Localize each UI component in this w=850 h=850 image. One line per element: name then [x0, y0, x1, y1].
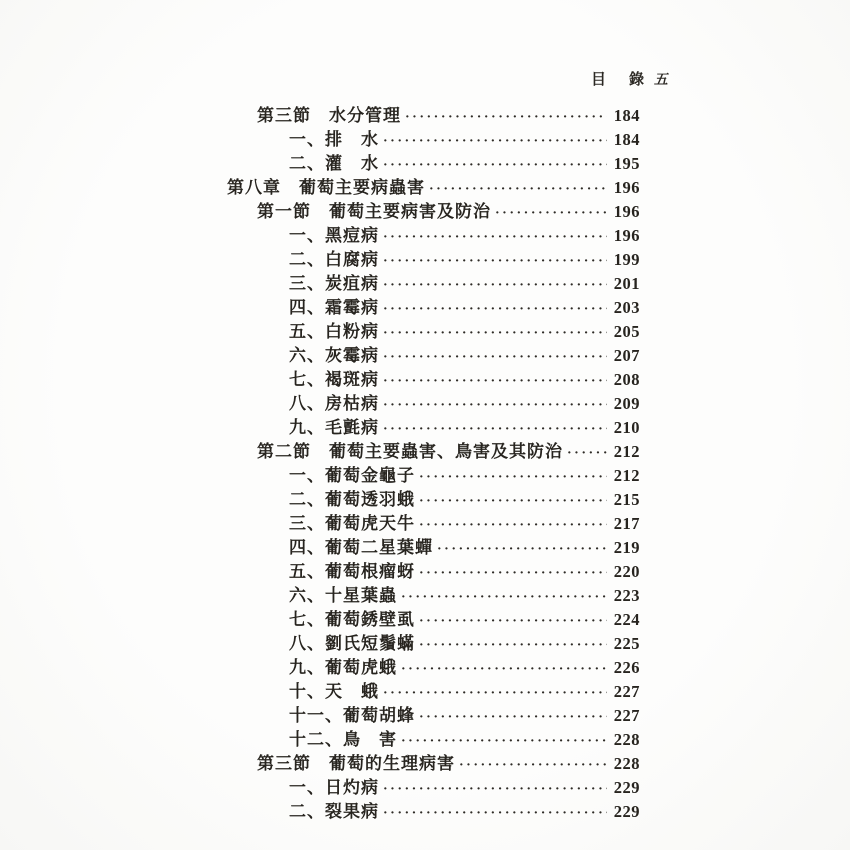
toc-entry-page: 201 — [613, 274, 640, 293]
toc-entry-page: 199 — [613, 250, 640, 269]
toc-entry-page: 208 — [613, 370, 640, 389]
toc-entry-label: 八、劉氏短鬚蟎 — [289, 634, 415, 653]
toc-leader-dots — [383, 272, 607, 298]
toc-entry-label: 六、十星葉蟲 — [289, 586, 397, 605]
toc-entry-page: 209 — [613, 394, 640, 413]
toc-entry-label: 第二節 葡萄主要蟲害、鳥害及其防治 — [257, 442, 563, 461]
header-folio: 五 — [653, 73, 671, 88]
toc-entry-page: 196 — [613, 202, 640, 221]
toc-entry-item — [227, 392, 640, 416]
toc-entry-page: 217 — [613, 514, 640, 533]
toc-entry-page: 219 — [613, 538, 640, 557]
toc-entry-item — [227, 704, 640, 728]
toc-leader-dots — [401, 728, 607, 754]
toc-entry-page: 210 — [613, 418, 640, 437]
toc-leader-dots — [419, 704, 607, 730]
toc-leader-dots — [419, 608, 607, 634]
toc-entry-label: 九、葡萄虎蛾 — [289, 658, 397, 677]
toc-leader-dots — [429, 176, 607, 202]
toc-leader-dots — [383, 776, 607, 802]
toc-entry-page: 184 — [613, 130, 640, 149]
toc-entry-label: 一、葡萄金龜子 — [289, 466, 415, 485]
toc-entry-page: 184 — [613, 106, 640, 125]
toc-entry-item — [227, 248, 640, 272]
toc-entry-page: 196 — [613, 178, 640, 197]
toc-entry-page: 203 — [613, 298, 640, 317]
toc-entry-item — [227, 272, 640, 296]
toc-entry-page: 226 — [613, 658, 640, 677]
toc-entry-label: 七、葡萄銹壁虱 — [289, 610, 415, 629]
toc-leader-dots — [419, 560, 607, 586]
toc-entry-label: 八、房枯病 — [289, 394, 379, 413]
toc-entry-item — [227, 584, 640, 608]
toc-entry-item — [227, 464, 640, 488]
toc-entry-label: 三、炭疽病 — [289, 274, 379, 293]
toc-entry-page: 212 — [613, 442, 640, 461]
toc-entry-label: 三、葡萄虎天牛 — [289, 514, 415, 533]
toc-entry-item — [227, 224, 640, 248]
toc-leader-dots — [419, 464, 607, 490]
toc-leader-dots — [383, 800, 607, 826]
toc-entry-label: 四、葡萄二星葉蟬 — [289, 538, 433, 557]
toc-leader-dots — [437, 536, 607, 562]
toc-entry-page: 227 — [613, 682, 640, 701]
toc-entry-label: 五、葡萄根瘤蚜 — [289, 562, 415, 581]
toc-entry-item — [227, 368, 640, 392]
toc-entry-label: 十、天 蛾 — [289, 682, 379, 701]
toc-entry-item — [227, 152, 640, 176]
toc-entry-page: 228 — [613, 730, 640, 749]
toc-leader-dots — [383, 248, 607, 274]
toc-entry-label: 二、白腐病 — [289, 250, 379, 269]
toc-leader-dots — [401, 584, 607, 610]
toc-entry-page: 205 — [613, 322, 640, 341]
toc-entry-item — [227, 536, 640, 560]
toc-entry-label: 二、葡萄透羽蛾 — [289, 490, 415, 509]
toc-entry-item — [227, 776, 640, 800]
toc-entry-item — [227, 656, 640, 680]
toc-entry-section — [227, 104, 640, 128]
toc-leader-dots — [419, 512, 607, 538]
toc-leader-dots — [383, 296, 607, 322]
header-title: 目 錄 — [590, 72, 648, 88]
toc-entry-item — [227, 632, 640, 656]
toc-entry-section — [227, 440, 640, 464]
toc-leader-dots — [419, 632, 607, 658]
toc-entry-page: 196 — [613, 226, 640, 245]
toc-entry-label: 五、白粉病 — [289, 322, 379, 341]
toc-entry-label: 十二、鳥 害 — [289, 730, 397, 749]
toc-entry-item — [227, 296, 640, 320]
toc-entry-item — [227, 320, 640, 344]
toc-entry-label: 九、毛氈病 — [289, 418, 379, 437]
toc-leader-dots — [405, 104, 607, 130]
toc-entry-page: 224 — [613, 610, 640, 629]
toc-entry-item — [227, 344, 640, 368]
toc-entry-label: 第一節 葡萄主要病害及防治 — [257, 202, 491, 221]
toc-entry-label: 第三節 葡萄的生理病害 — [257, 754, 455, 773]
toc-entry-label: 二、裂果病 — [289, 802, 379, 821]
toc-entry-chapter — [227, 176, 640, 200]
toc-leader-dots — [401, 656, 607, 682]
toc-entry-item — [227, 512, 640, 536]
toc-entry-label: 一、黑痘病 — [289, 226, 379, 245]
toc-leader-dots — [383, 320, 607, 346]
toc-entry-page: 195 — [613, 154, 640, 173]
toc-entry-label: 一、排 水 — [289, 130, 379, 149]
toc-leader-dots — [567, 440, 607, 466]
toc-entry-label: 十一、葡萄胡蜂 — [289, 706, 415, 725]
toc-entry-label: 一、日灼病 — [289, 778, 379, 797]
toc-entry-section — [227, 752, 640, 776]
toc-leader-dots — [383, 416, 607, 442]
toc-entry-label: 七、褐斑病 — [289, 370, 379, 389]
toc-entry-item — [227, 608, 640, 632]
toc-entry-item — [227, 416, 640, 440]
toc-entry-item — [227, 128, 640, 152]
toc-leader-dots — [383, 344, 607, 370]
toc-leader-dots — [495, 200, 607, 226]
toc-entry-item — [227, 800, 640, 824]
toc-entry-item — [227, 488, 640, 512]
toc-entry-label: 二、灌 水 — [289, 154, 379, 173]
toc-leader-dots — [419, 488, 607, 514]
toc-leader-dots — [383, 128, 607, 154]
toc-leader-dots — [383, 152, 607, 178]
toc-entry-item — [227, 680, 640, 704]
toc-entry-page: 223 — [613, 586, 640, 605]
toc-entry-page: 207 — [613, 346, 640, 365]
toc-leader-dots — [459, 752, 607, 778]
toc-entry-label: 六、灰霉病 — [289, 346, 379, 365]
toc-entry-label: 第三節 水分管理 — [257, 106, 401, 125]
toc-entry-item — [227, 560, 640, 584]
toc-entry-page: 225 — [613, 634, 640, 653]
toc-entry-page: 212 — [613, 466, 640, 485]
toc-entry-page: 228 — [613, 754, 640, 773]
toc-leader-dots — [383, 224, 607, 250]
toc-list — [227, 104, 640, 824]
toc-entry-page: 227 — [613, 706, 640, 725]
toc-entry-section — [227, 200, 640, 224]
toc-entry-item — [227, 728, 640, 752]
toc-leader-dots — [383, 368, 607, 394]
toc-leader-dots — [383, 392, 607, 418]
toc-entry-page: 215 — [613, 490, 640, 509]
toc-entry-page: 229 — [613, 802, 640, 821]
toc-entry-label: 四、霜霉病 — [289, 298, 379, 317]
toc-entry-page: 220 — [613, 562, 640, 581]
running-header — [591, 68, 669, 89]
toc-entry-page: 229 — [613, 778, 640, 797]
toc-entry-label: 第八章 葡萄主要病蟲害 — [227, 178, 425, 197]
toc-leader-dots — [383, 680, 607, 706]
